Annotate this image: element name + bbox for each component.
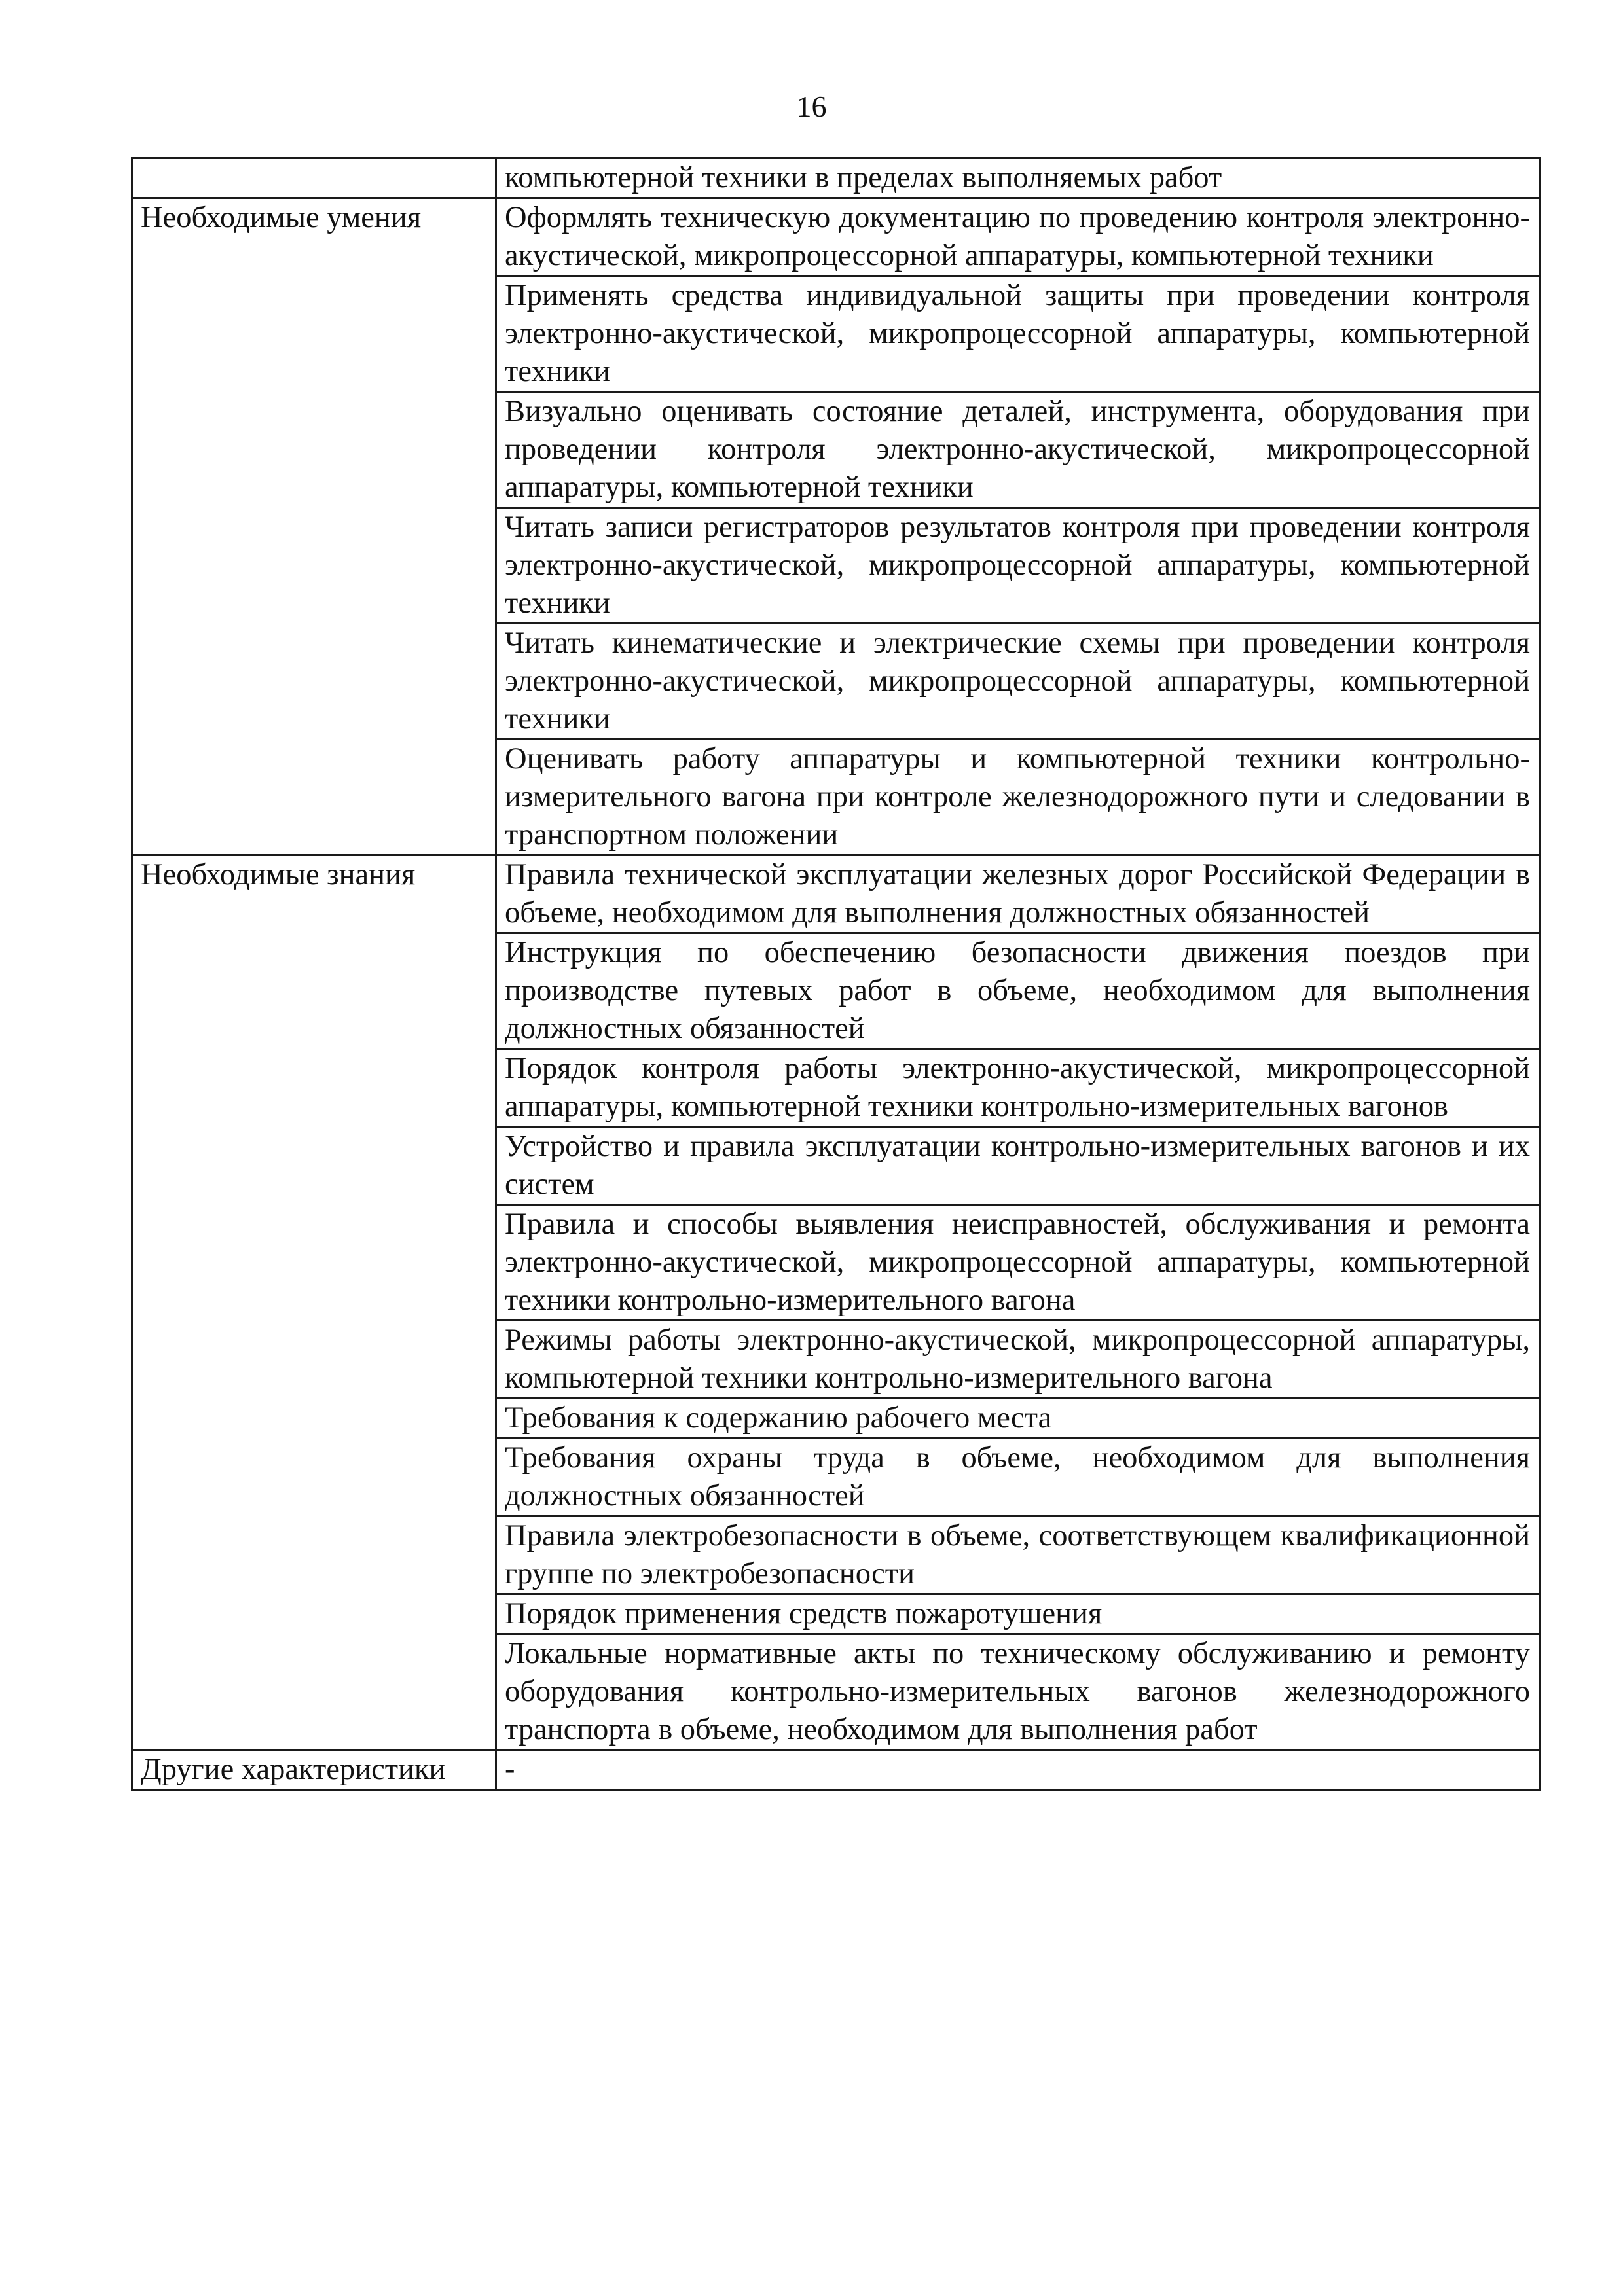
continuation-text-cell: компьютерной техники в пределах выполняемых работ	[496, 158, 1541, 198]
knowledge-label: Необходимые знания	[132, 855, 496, 1750]
knowledge-item: Инструкция по обеспечению безопасности движения поездов при производстве путевых работ в объеме, необходимом для выполнения должностных обязанностей	[496, 933, 1541, 1049]
knowledge-item: Требования охраны труда в объеме, необходимом для выполнения должностных обязанностей	[496, 1439, 1541, 1516]
knowledge-item: Устройство и правила эксплуатации контрольно-измерительных вагонов и их систем	[496, 1127, 1541, 1205]
table-row	[132, 198, 1541, 276]
knowledge-item: Правила электробезопасности в объеме, соответствующем квалификационной группе по электробезопасности	[496, 1516, 1541, 1594]
other-label: Другие характеристики	[132, 1750, 496, 1790]
table-row	[132, 1750, 1541, 1790]
knowledge-item: Требования к содержанию рабочего места	[496, 1399, 1541, 1439]
knowledge-item: Локальные нормативные акты по техническому обслуживанию и ремонту оборудования контрольно-измерительных вагонов железнодорожного транспорта в объеме, необходимом для выполнения работ	[496, 1634, 1541, 1750]
table-row	[132, 158, 1541, 198]
knowledge-item: Порядок применения средств пожаротушения	[496, 1594, 1541, 1634]
knowledge-item: Режимы работы электронно-акустической, микропроцессорной аппаратуры, компьютерной техники контрольно-измерительного вагона	[496, 1321, 1541, 1399]
knowledge-item: Правила технической эксплуатации железных дорог Российской Федерации в объеме, необходимом для выполнения должностных обязанностей	[496, 855, 1541, 933]
knowledge-item: Правила и способы выявления неисправностей, обслуживания и ремонта электронно-акустической, микропроцессорной аппаратуры, компьютерной техники контрольно-измерительного вагона	[496, 1205, 1541, 1321]
continuation-label-cell	[132, 158, 496, 198]
skill-item: Оценивать работу аппаратуры и компьютерной техники контрольно-измерительного вагона при контроле железнодорожного пути и следовании в транспортном положении	[496, 740, 1541, 855]
skill-item: Визуально оценивать состояние деталей, инструмента, оборудования при проведении контроля электронно-акустической, микропроцессорной аппаратуры, компьютерной техники	[496, 392, 1541, 508]
knowledge-item: Порядок контроля работы электронно-акустической, микропроцессорной аппаратуры, компьютерной техники контрольно-измерительных вагонов	[496, 1049, 1541, 1127]
skills-label: Необходимые умения	[132, 198, 496, 855]
skill-item: Оформлять техническую документацию по проведению контроля электронно-акустической, микропроцессорной аппаратуры, компьютерной техники	[496, 198, 1541, 276]
other-value: -	[496, 1750, 1541, 1790]
skill-item: Применять средства индивидуальной защиты при проведении контроля электронно-акустической, микропроцессорной аппаратуры, компьютерной техники	[496, 276, 1541, 392]
skill-item: Читать записи регистраторов результатов контроля при проведении контроля электронно-акустической, микропроцессорной аппаратуры, компьютерной техники	[496, 508, 1541, 624]
page-number: 16	[796, 90, 827, 123]
requirements-table	[131, 157, 1541, 1791]
table-row	[132, 855, 1541, 933]
skill-item: Читать кинематические и электрические схемы при проведении контроля электронно-акустической, микропроцессорной аппаратуры, компьютерной техники	[496, 624, 1541, 740]
